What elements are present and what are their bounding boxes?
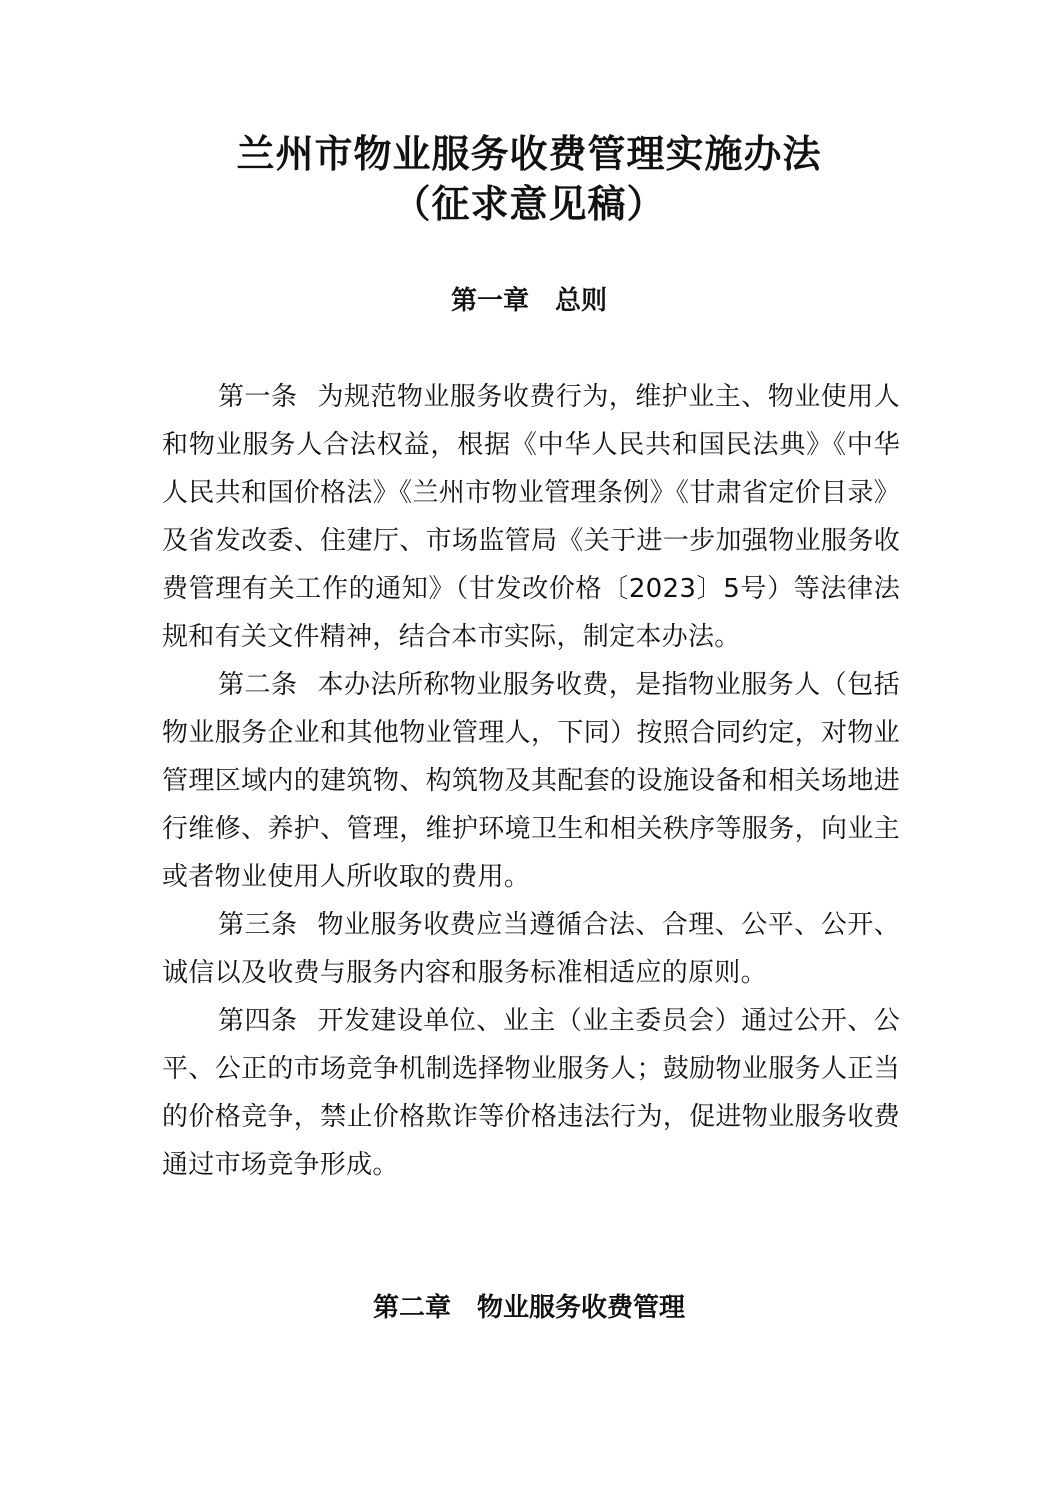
article-text: 本办法所称物业服务收费，是指物业服务人（包括物业服务企业和其他物业管理人，下同）按照合同约定，对物业管理区域内的建筑物、构筑物及其配套的设施设备和相关场地进行维修、养护、管理，维护环境卫生和相关秩序等服务，向业主或者物业使用人所收取的费用。 (162, 670, 900, 892)
chapter-body-general (162, 373, 900, 1189)
article-text: 开发建设单位、业主（业主委员会）通过公开、公平、公正的市场竞争机制选择物业服务人；鼓励物业服务人正当的价格竞争，禁止价格欺诈等价格违法行为，促进物业服务收费通过市场竞争形成。 (162, 1006, 900, 1180)
article-label: 第二条 (218, 670, 298, 700)
article-2 (162, 661, 900, 901)
article-1 (162, 373, 900, 661)
document-subtitle: （征求意见稿） (392, 181, 666, 226)
chapter-heading-general: 第一章 总则 (450, 286, 607, 316)
article-text: 为规范物业服务收费行为，维护业主、物业使用人和物业服务人合法权益，根据《中华人民共和国民法典》《中华人民共和国价格法》《兰州市物业管理条例》《甘肃省定价目录》及省发改委、住建厅、市场监管局《关于进一步加强物业服务收费管理有关工作的通知》（甘发改价格〔2023〕5号）等法律法规和有关文件精神，结合本市实际，制定本办法。 (162, 382, 900, 652)
chapter-heading-fee-management: 第二章 物业服务收费管理 (372, 1293, 685, 1323)
article-label: 第一条 (218, 382, 298, 412)
document-title: 兰州市物业服务收费管理实施办法 (236, 131, 822, 176)
article-3 (162, 901, 900, 997)
article-4 (162, 997, 900, 1189)
article-text: 物业服务收费应当遵循合法、合理、公平、公开、诚信以及收费与服务内容和服务标准相适应的原则。 (162, 910, 900, 988)
article-label: 第四条 (218, 1006, 298, 1036)
article-label: 第三条 (218, 910, 298, 940)
